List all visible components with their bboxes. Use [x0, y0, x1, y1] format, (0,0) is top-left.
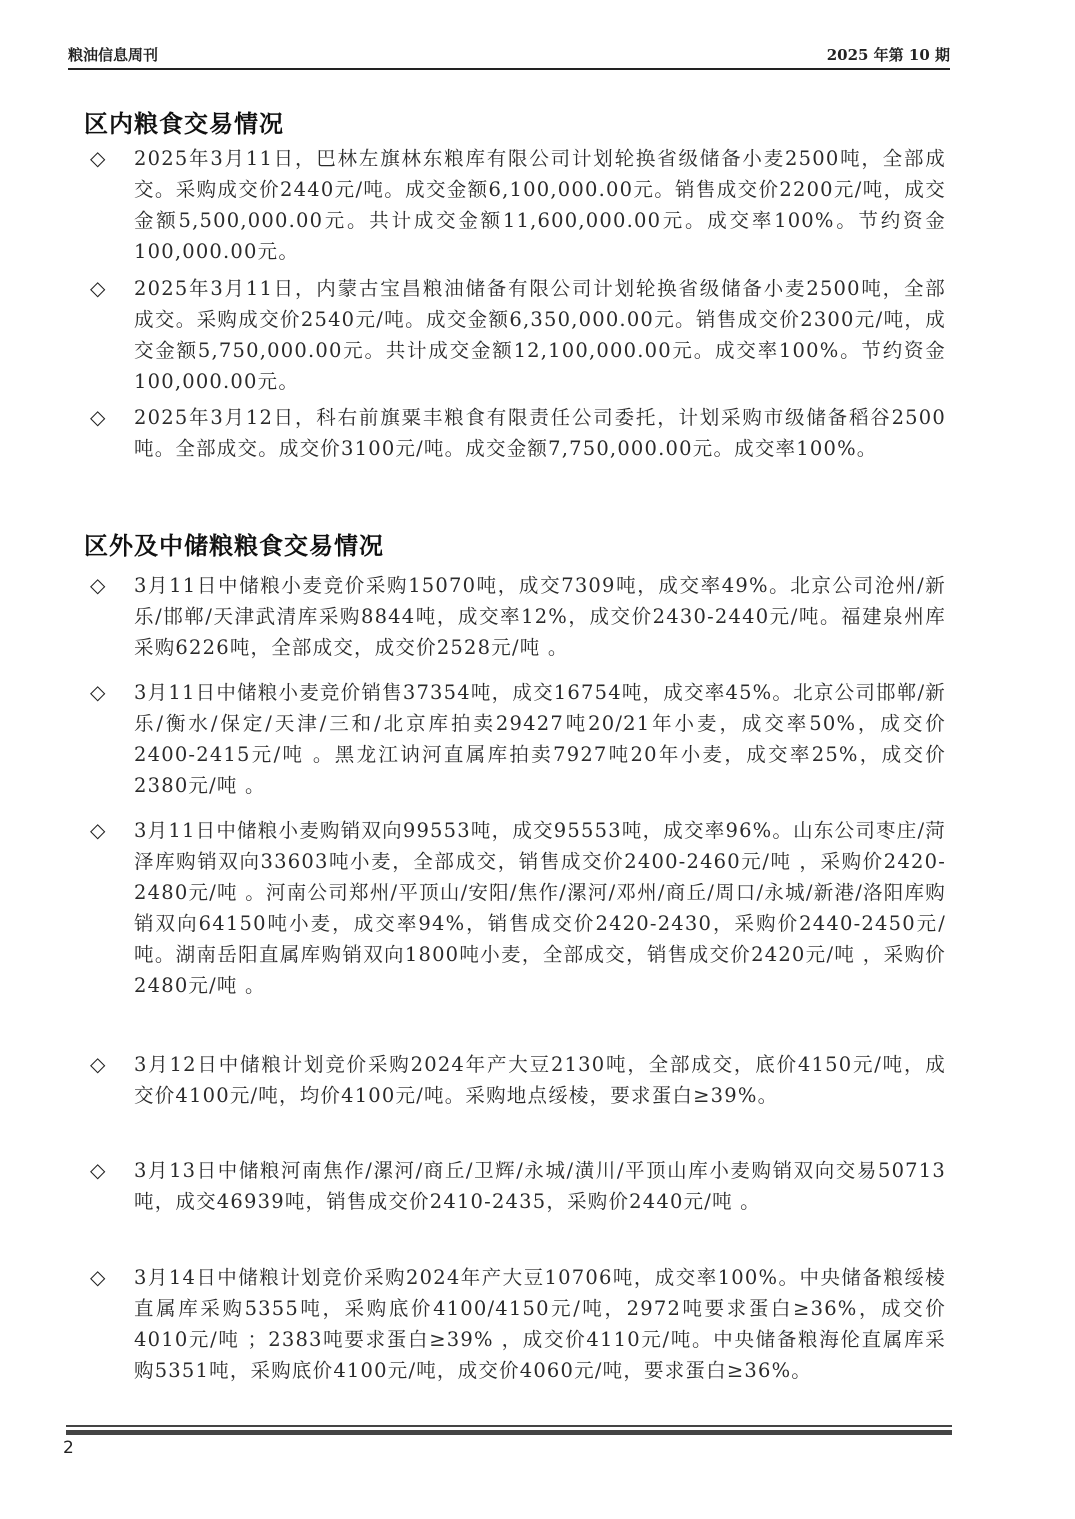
list-item-text: 2025年3月12日，科右前旗粟丰粮食有限责任公司委托，计划采购市级储备稻谷2500吨。全部成交。成交价3100元/吨。成交金额7,750,000.00元。成交率100%。 — [134, 406, 946, 460]
footer-rule-thin — [66, 1425, 952, 1427]
footer-rule-thick — [66, 1430, 952, 1435]
diamond-bullet-icon: ◇ — [90, 573, 106, 597]
publication-name: 粮油信息周刊 — [68, 46, 159, 64]
list-item-text: 3月12日中储粮计划竞价采购2024年产大豆2130吨，全部成交，底价4150元/吨，成交价4100元/吨，均价4100元/吨。采购地点绥棱，要求蛋白≥39%。 — [134, 1053, 946, 1107]
list-item — [90, 143, 950, 267]
list-item-text: 3月11日中储粮小麦竞价销售37354吨，成交16754吨，成交率45%。北京公司邯郸/新乐/衡水/保定/天津/三和/北京库拍卖29427吨20/21年小麦，成交率50%，成交价2400-2415元/吨 。黑龙江讷河直属库拍卖7927吨20年小麦，成交率25%，成交价2380元/吨 。 — [134, 681, 946, 797]
diamond-bullet-icon: ◇ — [90, 405, 106, 429]
page-header — [68, 42, 950, 70]
diamond-bullet-icon: ◇ — [90, 1158, 106, 1182]
list-item-text: 3月13日中储粮河南焦作/漯河/商丘/卫辉/永城/潢川/平顶山库小麦购销双向交易50713吨，成交46939吨，销售成交价2410-2435，采购价2440元/吨 。 — [134, 1159, 946, 1213]
diamond-bullet-icon: ◇ — [90, 1052, 106, 1076]
section-title-regional: 区内粮食交易情况 — [84, 109, 284, 138]
list-item — [90, 273, 950, 397]
list-item — [90, 677, 950, 801]
list-item — [90, 1262, 950, 1386]
section-title-external: 区外及中储粮粮食交易情况 — [84, 531, 384, 560]
list-item — [90, 815, 950, 1001]
list-item-text: 3月14日中储粮计划竞价采购2024年产大豆10706吨，成交率100%。中央储备粮绥棱直属库采购5355吨，采购底价4100/4150元/吨，2972吨要求蛋白≥36%，成交价4010元/吨 ；2383吨要求蛋白≥39% ，成交价4110元/吨。中央储备粮海伦直属库采购5351吨，采购底价4100元/吨，成交价4060元/吨，要求蛋白≥36%。 — [134, 1266, 946, 1382]
issue-number: 2025 年第 10 期 — [826, 46, 950, 64]
diamond-bullet-icon: ◇ — [90, 680, 106, 704]
list-item — [90, 402, 950, 464]
list-item-text: 3月11日中储粮小麦购销双向99553吨，成交95553吨，成交率96%。山东公司枣庄/菏泽库购销双向33603吨小麦，全部成交，销售成交价2400-2460元/吨 ，采购价2420-2480元/吨 。河南公司郑州/平顶山/安阳/焦作/漯河/邓州/商丘/周口/永城/新港/洛阳库购销双向64150吨小麦，成交率94%，销售成交价2420-2430，采购价2440-2450元/吨。湖南岳阳直属库购销双向1800吨小麦，全部成交，销售成交价2420元/吨 ，采购价2480元/吨 。 — [134, 819, 946, 997]
diamond-bullet-icon: ◇ — [90, 1265, 106, 1289]
list-item — [90, 1155, 950, 1217]
diamond-bullet-icon: ◇ — [90, 146, 106, 170]
page-number: 2 — [63, 1438, 74, 1458]
list-item — [90, 570, 950, 663]
list-item — [90, 1049, 950, 1111]
list-item-text: 3月11日中储粮小麦竞价采购15070吨，成交7309吨，成交率49%。北京公司沧州/新乐/邯郸/天津武清库采购8844吨，成交率12%，成交价2430-2440元/吨。福建泉州库采购6226吨，全部成交，成交价2528元/吨 。 — [134, 574, 946, 659]
diamond-bullet-icon: ◇ — [90, 818, 106, 842]
list-item-text: 2025年3月11日，内蒙古宝昌粮油储备有限公司计划轮换省级储备小麦2500吨，全部成交。采购成交价2540元/吨。成交金额6,350,000.00元。销售成交价2300元/吨，成交金额5,750,000.00元。共计成交金额12,100,000.00元。成交率100%。节约资金100,000.00元。 — [134, 277, 946, 393]
diamond-bullet-icon: ◇ — [90, 276, 106, 300]
list-item-text: 2025年3月11日，巴林左旗林东粮库有限公司计划轮换省级储备小麦2500吨，全部成交。采购成交价2440元/吨。成交金额6,100,000.00元。销售成交价2200元/吨，成交金额5,500,000.00元。共计成交金额11,600,000.00元。成交率100%。节约资金100,000.00元。 — [134, 147, 946, 263]
